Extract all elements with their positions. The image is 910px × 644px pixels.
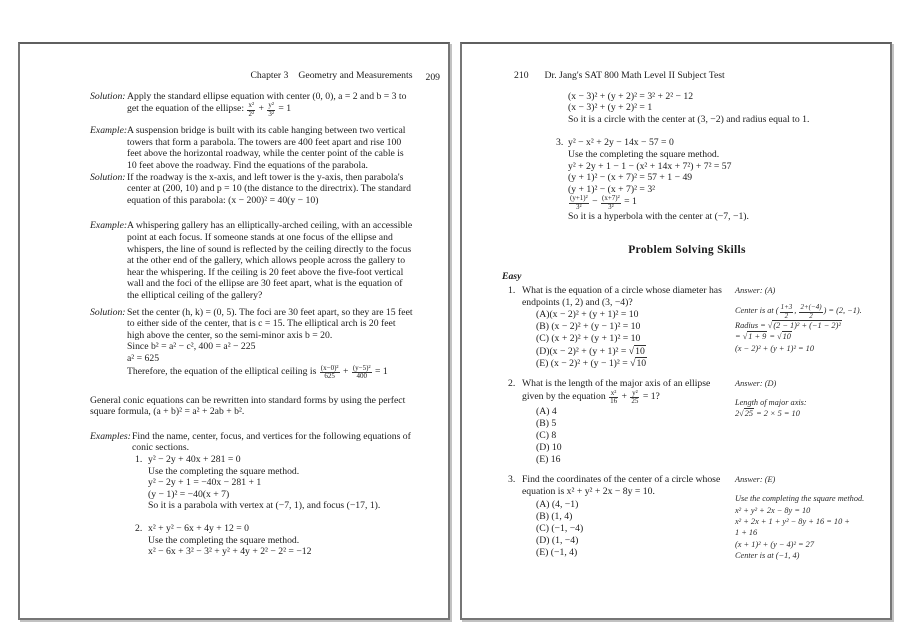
text-line: (D) 10 (536, 442, 562, 454)
item-number: 2. (135, 523, 143, 534)
text-line: So it is a hyperbola with the center at (−7, −1). (568, 211, 749, 223)
answer-label: Answer: (E) (735, 475, 776, 485)
block-lines (127, 125, 428, 171)
text-line: (A) 4 (536, 405, 557, 417)
block-label: Solution: (90, 90, 126, 102)
fraction: $\frac{\text{(y−5)²}}{400}$ (352, 363, 371, 381)
text-line: endpoints (1, 2) and (3, −4)? (522, 297, 633, 309)
fraction: $\frac{\text{x²}}{16}$ (610, 388, 618, 406)
text-line: conic sections. (132, 442, 190, 454)
page-number: 209 (425, 72, 440, 83)
text-line: (E) 16 (536, 454, 561, 466)
block-label: Solution: (90, 306, 126, 318)
text-line: Radius = √(2 − 1)² + (−1 − 2)² (735, 321, 841, 331)
numbered-example-1 (90, 454, 428, 512)
question-text (522, 378, 735, 406)
text-line: 10 feet above the roadway. Find the equations of the parabola. (127, 160, 368, 172)
example-block (90, 125, 428, 171)
fraction: $\frac{2+(-4)}{2}$ (800, 303, 822, 320)
book-title: Dr. Jang's SAT 800 Math Level II Subject Test (544, 70, 725, 81)
section-label: Geometry and Measurements (298, 70, 413, 81)
example-block (90, 220, 428, 301)
text-line: (B) (1, 4) (536, 510, 573, 522)
question-text (522, 285, 735, 309)
text-line: Center is at (−1, 4) (735, 550, 800, 560)
text-line: whispers, the line of sound is reflected by the ceiling directly to the focus (127, 243, 412, 255)
fraction: $\frac{\text{y²}}{\text{3²}}$ (268, 101, 274, 118)
radicand: 10 (782, 332, 791, 342)
radicand: (2 − 1)² + (−1 − 2)² (773, 321, 841, 331)
text-line: given by the equation $\frac{\text{x²}}{16}$ + $\frac{\text{y²}}{25}$ = 1? (522, 388, 660, 406)
text-line: (C) 8 (536, 430, 557, 442)
radicand: 10 (635, 345, 645, 357)
block-lines (127, 172, 428, 207)
text-line: y² − 2y + 40x + 281 = 0 (148, 454, 241, 466)
text-line: So it is a parabola with vertex at (−7, 1), and focus (−17, 1). (148, 500, 381, 512)
solution-block (90, 91, 428, 119)
answer-column (735, 285, 881, 354)
text-line: 2√25 = 2 × 5 = 10 (735, 408, 800, 418)
continued-solution-lines (568, 91, 872, 126)
answer-label: Answer: (D) (735, 378, 777, 388)
answer-options (536, 309, 735, 369)
text-line: (x − 3)² + (y + 2)² = 3² + 2² − 12 (568, 90, 694, 102)
fraction: $\frac{1+3}{2}$ (780, 303, 793, 320)
text-line: a² = 625 (127, 352, 160, 364)
text-line: (x − 3)² + (y + 2)² = 1 (568, 102, 653, 114)
text-line: point at each focus. If someone stands at one focus of the ellipse and (127, 232, 393, 244)
block-label: Example: (90, 220, 128, 232)
text-line: high above the center, so the semi-minor axis b = 20. (127, 329, 333, 341)
block-lines (148, 523, 428, 558)
text-line: 1 + 16 (735, 528, 758, 538)
text-line: (C) (x + 2)² + (y + 1)² = 10 (536, 333, 641, 345)
chapter-label: Chapter 3 (250, 70, 289, 81)
text-line: (x + 1)² + (y − 4)² = 27 (735, 539, 814, 549)
left-page-header (90, 70, 440, 82)
problem-solving-skills-heading: Problem Solving Skills (628, 244, 746, 257)
text-line: the elliptical ceiling of the gallery? (127, 290, 263, 301)
text-line: x² + y² − 6x + 4y + 12 = 0 (148, 523, 249, 534)
text-line: x² + 2x + 1 + y² − 8y + 16 = 10 + (735, 516, 850, 526)
answer-options (536, 406, 735, 466)
page-right (460, 42, 892, 620)
block-lines (127, 91, 428, 119)
text-line: (y − 1)² = −40(x + 7) (148, 488, 230, 500)
block-lines (148, 454, 428, 512)
text-line: Apply the standard ellipse equation with center (0, 0), a = 2 and b = 3 to (127, 90, 407, 102)
text-line: What is the length of the major axis of an ellipse (522, 377, 711, 389)
page-right-content (462, 44, 890, 561)
problem-body (522, 285, 735, 370)
text-line: Find the coordinates of the center of a circle whose (522, 474, 721, 486)
text-line: (y + 1)² − (x + 7)² = 57 + 1 − 49 (568, 172, 693, 184)
text-line: (E) (x − 2)² + (y − 1)² = √10 (536, 357, 647, 369)
text-line: If the roadway is the x-axis, and left tower is the y-axis, then parabola's (127, 171, 404, 183)
text-line: A whispering gallery has an elliptically-arched ceiling, with an accessible (127, 220, 413, 232)
problem-body (522, 378, 735, 467)
block-lines (568, 137, 872, 223)
problem-1 (502, 285, 872, 370)
text-line: (A) (4, −1) (536, 498, 579, 510)
answer-label: Answer: (A) (735, 286, 776, 296)
fraction: $\frac{\text{(x−0)²}}{625}$ (320, 363, 339, 381)
text-line: x² − 6x + 3² − 3² + y² + 4y + 2² − 2² = −12 (148, 546, 312, 558)
problem-number: 2. (508, 377, 516, 389)
text-line: (x − 2)² + (y + 1)² = 10 (735, 343, 814, 353)
text-line: So it is a circle with the center at (3, −2) and radius equal to 1. (568, 113, 810, 125)
right-page-header (514, 70, 872, 82)
text-line: General conic equations can be rewritten into standard forms by using the perfect (90, 394, 406, 406)
text-line: center at (200, 10) and p = 10 (the distance to the directrix). The standard (127, 183, 411, 195)
text-line: Use the completing the square method. (735, 494, 865, 504)
text-line: (E) (−1, 4) (536, 546, 578, 558)
examples-block (90, 431, 428, 454)
problem-number: 3. (508, 474, 516, 486)
text-line: hear the whispering. If the ceiling is 20 feet above the five-foot vertical (127, 266, 404, 278)
text-line: What is the equation of a circle whose diameter has (522, 285, 722, 297)
problem-2 (502, 378, 872, 467)
text-line: Use the completing the square method. (568, 148, 720, 160)
block-lines (132, 431, 428, 454)
radicand: 10 (636, 357, 647, 369)
text-line: Length of major axis: (735, 397, 807, 407)
text-line: get the equation of the ellipse: $\frac{\text{x²}}{\text{2²}}$ + $\frac{\text{y²}}{\text{3²}}$ = 1 (127, 101, 292, 118)
general-paragraph (90, 395, 428, 418)
text-line: Center is at ( $\frac{1+3}{2}$ , $\frac{2+(-4)}{2}$ ) = (2, −1). (735, 303, 862, 320)
text-line: = √1 + 9 = √10 (735, 332, 791, 342)
fraction: $\frac{\text{x²}}{\text{2²}}$ (248, 101, 255, 118)
text-line: Since b² = a² − c², 400 = a² − 225 (127, 341, 256, 353)
block-label: Example: (90, 125, 128, 137)
text-line: to either side of the center, that is c = 15. The elliptical arch is 20 feet (127, 318, 396, 330)
item-number: 3. (556, 137, 564, 149)
text-line: (y + 1)² − (x + 7)² = 3² (568, 183, 656, 195)
text-line: Therefore, the equation of the elliptical ceiling is $\frac{\text{(x−0)²}}{625}$ + $\frac{\text{(y−5)²}}{400}$ = 1 (127, 363, 388, 381)
text-line: Use the completing the square method. (148, 465, 300, 477)
fraction: $\frac{\text{(x+7)²}}{\text{3²}}$ (602, 194, 620, 211)
radicand: 25 (744, 408, 754, 418)
text-line: (B) 5 (536, 417, 557, 429)
text-line: Set the center (h, k) = (0, 5). The foci are 30 feet apart, so they are 15 feet (127, 306, 413, 318)
problem-3 (502, 474, 872, 561)
answer-explanation (735, 493, 881, 561)
text-line: equation of this parabola: (x − 200)² = 40(y − 10) (127, 194, 319, 206)
text-line: Use the completing the square method. (148, 534, 300, 546)
text-line: square formula, (a + b)² = a² + 2ab + b². (90, 406, 245, 418)
text-line: $\frac{\text{(y+1)²}}{\text{3²}}$ − $\frac{\text{(x+7)²}}{\text{3²}}$ = 1 (570, 194, 637, 211)
text-line: wall and the foci of the ellipse are 30 feet apart, what is the equation of (127, 278, 403, 290)
text-line: (D)(x − 2)² + (y + 1)² = √10 (536, 345, 645, 357)
numbered-example-3 (502, 137, 872, 223)
text-line: y² − x² + 2y − 14x − 57 = 0 (568, 137, 674, 149)
answer-column (735, 474, 881, 561)
text-line: A suspension bridge is built with its cable hanging between two vertical (127, 125, 406, 137)
text-line: feet above the horizontal roadway, while the center point of the cable is (127, 148, 404, 160)
block-lines (127, 220, 428, 301)
text-line: (A)(x − 2)² + (y + 1)² = 10 (536, 309, 639, 321)
answer-explanation (735, 397, 881, 420)
block-label: Examples: (90, 430, 131, 442)
block-lines (127, 307, 428, 381)
text-line: (D) (1, −4) (536, 534, 579, 546)
text-line: y² − 2y + 1 = −40x − 281 + 1 (148, 477, 262, 489)
fraction: $\frac{\text{(y+1)²}}{\text{3²}}$ (570, 194, 588, 211)
fraction: $\frac{\text{y²}}{25}$ (631, 388, 639, 406)
item-number: 1. (135, 454, 143, 466)
page-left (18, 42, 450, 620)
page-left-content (20, 44, 448, 558)
solution-block (90, 307, 428, 381)
block-label: Solution: (90, 171, 126, 183)
answer-options (536, 499, 735, 559)
text-line: y² + 2y + 1 − 1 − (x² + 14x + 7²) + 7² = 57 (568, 160, 732, 172)
numbered-example-2 (90, 523, 428, 558)
problem-body (522, 474, 735, 559)
page-number: 210 (514, 70, 529, 81)
problem-number: 1. (508, 285, 516, 297)
difficulty-label: Easy (502, 271, 522, 283)
text-line: towers that form a parabola. The towers are 400 feet apart and rise 100 (127, 136, 402, 148)
text-line: Find the name, center, focus, and vertices for the following equations of (132, 430, 411, 442)
question-text (522, 474, 735, 498)
radicand: 1 + 9 (748, 332, 767, 342)
text-line: at the other end of the gallery, which allows people across the gallery to (127, 255, 406, 267)
solution-block (90, 172, 428, 207)
answer-explanation (735, 304, 881, 354)
text-line: equation is x² + y² + 2x − 8y = 10. (522, 486, 655, 498)
text-line: (C) (−1, −4) (536, 522, 584, 534)
answer-column (735, 378, 881, 420)
text-line: (B) (x − 2)² + (y − 1)² = 10 (536, 321, 641, 333)
text-line: x² + y² + 2x − 8y = 10 (735, 505, 811, 515)
